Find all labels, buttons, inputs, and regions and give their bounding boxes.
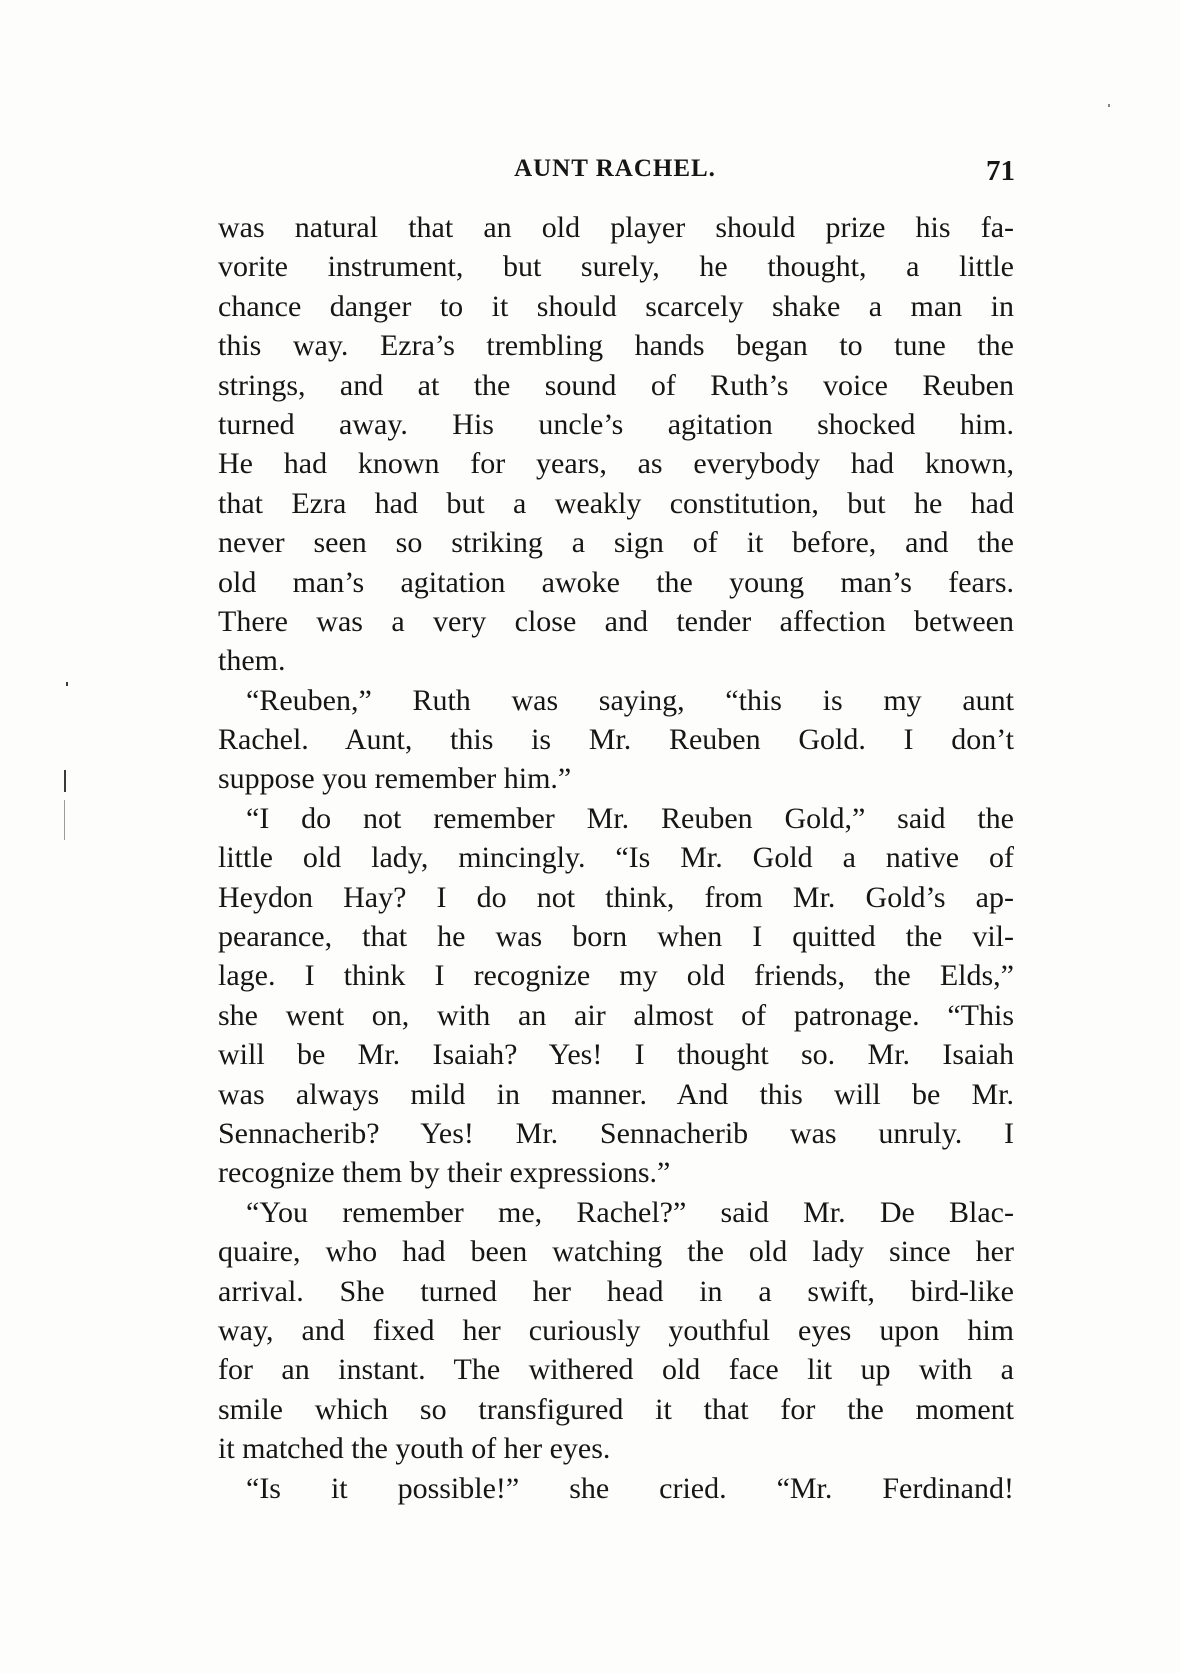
text-line: that Ezra had but a weakly constitution, but he had: [218, 486, 1014, 520]
text-line: He had known for years, as everybody had known,: [218, 447, 1014, 481]
text-line: strings, and at the sound of Ruth’s voice Reuben: [218, 368, 1014, 402]
page-number: 71: [986, 155, 1015, 187]
text-line: quaire, who had been watching the old lady since her: [218, 1235, 1014, 1269]
text-line: will be Mr. Isaiah? Yes! I thought so. Mr. Isaiah: [218, 1038, 1014, 1072]
body-text: [218, 208, 1014, 1508]
text-line: Sennacherib? Yes! Mr. Sennacherib was unruly. I: [218, 1116, 1014, 1150]
text-line: chance danger to it should scarcely shake a man in: [218, 289, 1014, 323]
text-line: “I do not remember Mr. Reuben Gold,” said the: [246, 801, 1014, 835]
scan-rule: [64, 770, 66, 792]
scan-rule: [64, 800, 65, 840]
text-line: Heydon Hay? I do not think, from Mr. Gold’s ap-: [218, 880, 1014, 914]
text-line: “Reuben,” Ruth was saying, “this is my aunt: [246, 683, 1014, 717]
text-line: way, and fixed her curiously youthful eyes upon him: [218, 1313, 1014, 1347]
scan-speck: [1108, 104, 1110, 107]
text-line: “Is it possible!” she cried. “Mr. Ferdinand!: [246, 1471, 1014, 1505]
text-line: “You remember me, Rachel?” said Mr. De Blac-: [246, 1195, 1014, 1229]
running-head: [215, 155, 1015, 195]
text-line: was natural that an old player should prize his fa-: [218, 211, 1014, 244]
scan-speck: [66, 682, 68, 686]
text-line: Rachel. Aunt, this is Mr. Reuben Gold. I don’t: [218, 723, 1014, 757]
text-line: this way. Ezra’s trembling hands began to tune the: [218, 329, 1014, 363]
text-line: recognize them by their expressions.”: [218, 1156, 671, 1190]
text-line: turned away. His uncle’s agitation shocked him.: [218, 407, 1014, 441]
text-line: it matched the youth of her eyes.: [218, 1432, 611, 1466]
text-line: for an instant. The withered old face lit up with a: [218, 1353, 1014, 1387]
text-line: she went on, with an air almost of patronage. “This: [218, 998, 1014, 1032]
text-line: never seen so striking a sign of it before, and the: [218, 526, 1014, 560]
text-line: old man’s agitation awoke the young man’s fears.: [218, 565, 1014, 599]
text-line: smile which so transfigured it that for the moment: [218, 1392, 1014, 1426]
text-line: lage. I think I recognize my old friends, the Elds,”: [218, 959, 1014, 993]
text-line: was always mild in manner. And this will be Mr.: [218, 1077, 1014, 1111]
text-line: suppose you remember him.”: [218, 762, 572, 796]
text-line: vorite instrument, but surely, he thought, a little: [218, 250, 1014, 284]
text-line: pearance, that he was born when I quitted the vil-: [218, 920, 1014, 954]
running-title: AUNT RACHEL.: [514, 155, 716, 182]
text-line: little old lady, mincingly. “Is Mr. Gold a native of: [218, 841, 1014, 875]
text-line: There was a very close and tender affection between: [218, 604, 1014, 638]
text-line: arrival. She turned her head in a swift, bird-like: [218, 1274, 1014, 1308]
text-line: them.: [218, 644, 286, 678]
